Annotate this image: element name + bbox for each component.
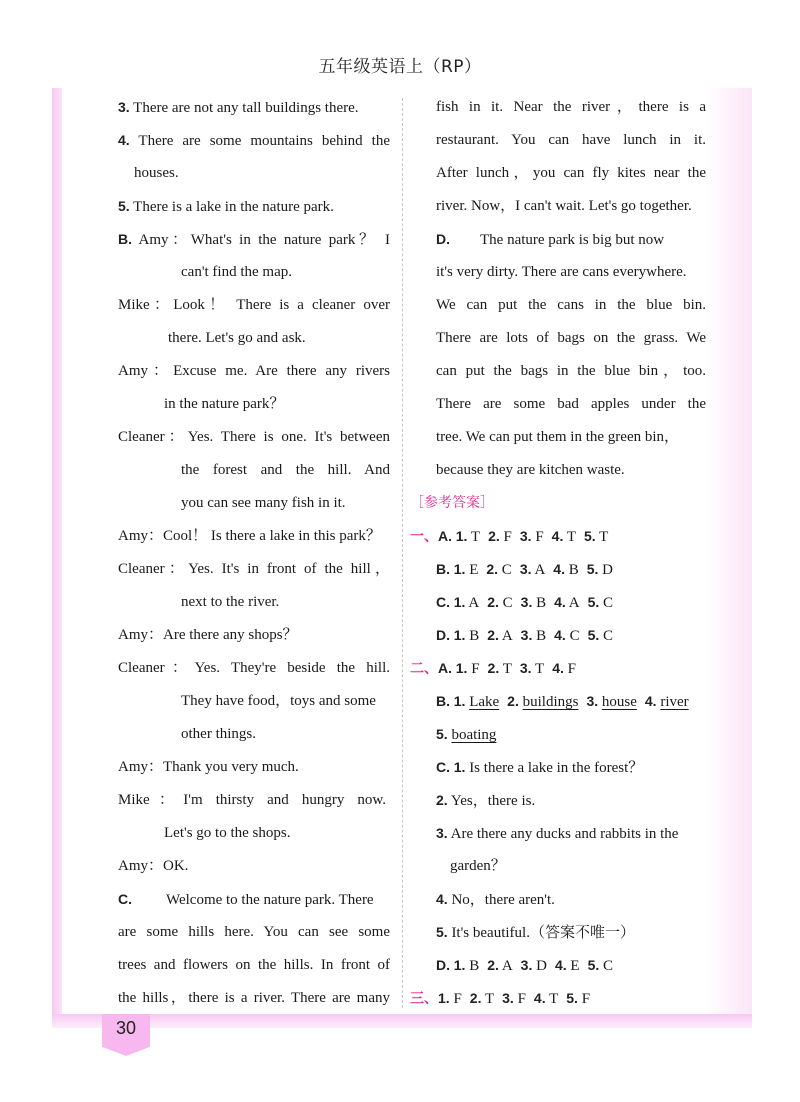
left-line-10: in the nature park？ [164, 396, 285, 412]
right-line-5: D. The nature park is big but now [436, 231, 665, 248]
left-line-15: Cleaner：Yes. It's in front of the hill， [118, 561, 390, 577]
left-line-3: houses. [134, 165, 179, 181]
answer-line-3: C. 1. A 2. C 3. B 4. A 5. C [436, 594, 614, 611]
left-line-6: can't find the map. [181, 264, 292, 280]
left-line-24: Amy：OK. [118, 858, 189, 874]
left-line-2: 4. There are some mountains behind the [118, 132, 390, 149]
left-line-28: the hills，there is a river. There are many [118, 990, 390, 1006]
left-line-11: Cleaner：Yes. There is one. It's between [118, 429, 390, 445]
left-line-14: Amy：Cool！ Is there a lake in this park？ [118, 528, 381, 544]
left-line-21: Amy：Thank you very much. [118, 759, 299, 775]
pink-right-shade [706, 88, 752, 1018]
answer-line-14: D. 1. B 2. A 3. D 4. E 5. C [436, 957, 614, 974]
left-line-12: the forest and the hill. And [181, 462, 390, 478]
answer-line-12: 4. No，there aren't. [436, 891, 555, 908]
right-line-2: restaurant. You can have lunch in it. [436, 132, 706, 148]
left-line-23: Let's go to the shops. [164, 825, 291, 841]
left-line-25: C. Welcome to the nature park. There [118, 891, 374, 908]
right-line-4: river. Now，I can't wait. Let's go together. [436, 198, 692, 214]
right-line-10: There are some bad apples under the [436, 396, 706, 412]
right-line-1: fish in it. Near the river，there is a [436, 99, 706, 115]
answer-line-15: 三、1. F 2. T 3. F 4. T 5. F [410, 990, 591, 1007]
page-header: 五年级英语上（RP） [318, 57, 482, 77]
left-line-19: They have food，toys and some [181, 693, 376, 709]
left-line-22: Mike：I'm thirsty and hungry now. [118, 792, 386, 808]
left-line-1: 3. There are not any tall buildings there. [118, 99, 359, 116]
answer-line-1: 一、A. 1. T 2. F 3. F 4. T 5. T [410, 528, 609, 545]
right-line-9: can put the bags in the blue bin，too. [436, 363, 706, 379]
left-line-27: trees and flowers on the hills. In front of [118, 957, 390, 973]
left-line-9: Amy：Excuse me. Are there any rivers [118, 363, 390, 379]
pink-bottom-border [52, 1014, 752, 1028]
left-line-20: other things. [181, 726, 256, 742]
answer-line-8: C. 1. Is there a lake in the forest？ [436, 759, 644, 776]
right-line-12: because they are kitchen waste. [436, 462, 625, 478]
left-line-26: are some hills here. You can see some [118, 924, 390, 940]
answer-line-4: D. 1. B 2. A 3. B 4. C 5. C [436, 627, 614, 644]
right-line-8: There are lots of bags on the grass. We [436, 330, 706, 346]
column-divider [402, 98, 403, 1008]
left-line-4: 5. There is a lake in the nature park. [118, 198, 334, 215]
answer-line-9: 2. Yes，there is. [436, 792, 536, 809]
answer-line-5: 二、A. 1. F 2. T 3. T 4. F [410, 660, 576, 677]
right-line-7: We can put the cans in the blue bin. [436, 297, 706, 313]
left-line-5: B. Amy：What's in the nature park？ I [118, 231, 390, 248]
left-line-17: Amy：Are there any shops？ [118, 627, 298, 643]
answer-line-7: 5. boating [436, 726, 497, 743]
right-line-3: After lunch，you can fly kites near the [436, 165, 706, 181]
answer-line-10: 3. Are there any ducks and rabbits in the [436, 825, 679, 842]
left-line-18: Cleaner：Yes. They're beside the hill. [118, 660, 390, 676]
page-number: 30 [115, 1018, 137, 1038]
answer-line-11: garden？ [450, 858, 506, 874]
answer-line-6: B. 1. Lake 2. buildings 3. house 4. river [436, 693, 689, 710]
answers-heading: ［参考答案］ [410, 495, 494, 511]
left-line-16: next to the river. [181, 594, 280, 610]
right-line-6: it's very dirty. There are cans everywhere. [436, 264, 687, 280]
left-line-7: Mike：Look！ There is a cleaner over [118, 297, 390, 313]
right-line-11: tree. We can put them in the green bin， [436, 429, 680, 445]
answer-line-2: B. 1. E 2. C 3. A 4. B 5. D [436, 561, 614, 578]
answer-line-13: 5. It's beautiful.（答案不唯一） [436, 924, 635, 941]
left-line-8: there. Let's go and ask. [168, 330, 306, 346]
pink-left-border [52, 88, 62, 1018]
left-line-13: you can see many fish in it. [181, 495, 346, 511]
